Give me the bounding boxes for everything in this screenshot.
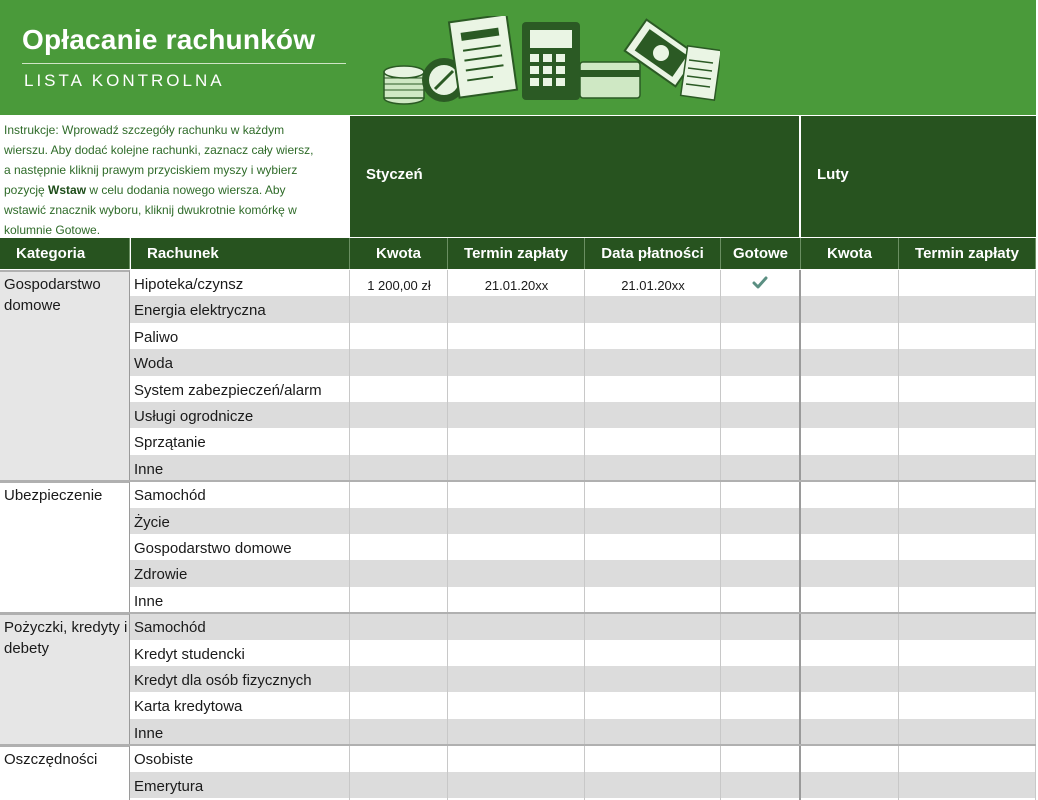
instructions-line: w celu dodania nowego wiersza. Aby xyxy=(86,183,286,197)
bill-name[interactable]: Życie xyxy=(134,514,170,531)
instructions-line: a następnie kliknij prawym przyciskiem myszy i wybierz xyxy=(4,163,298,177)
table-row[interactable] xyxy=(130,349,1036,375)
bill-name[interactable]: Paliwo xyxy=(134,329,179,346)
payment-date-cell[interactable]: 21.01.20xx xyxy=(621,278,685,293)
table-row[interactable] xyxy=(130,692,1036,718)
bill-name[interactable]: Inne xyxy=(134,725,164,742)
bill-name[interactable]: System zabezpieczeń/alarm xyxy=(134,382,322,399)
month-label: Styczeń xyxy=(366,166,423,183)
grid-line xyxy=(1035,270,1036,800)
bill-name[interactable]: Energia elektryczna xyxy=(134,302,266,319)
col-header-gotowe[interactable]: Gotowe xyxy=(721,238,801,269)
table-row[interactable] xyxy=(130,640,1036,666)
invoice-document-icon xyxy=(449,16,517,98)
bill-name[interactable]: Woda xyxy=(134,355,173,372)
col-header-termin-zaplaty-feb[interactable]: Termin zapłaty xyxy=(899,238,1036,269)
table-row[interactable] xyxy=(130,613,1036,639)
grid-line xyxy=(584,270,585,800)
grid-line xyxy=(447,270,448,800)
col-header-rachunek[interactable]: Rachunek xyxy=(131,238,350,269)
instructions-bold-insert: Wstaw xyxy=(48,183,87,197)
category-cell-loans[interactable] xyxy=(0,613,130,745)
instructions-line: kolumnie Gotowe. xyxy=(4,223,101,237)
instructions-line: wstawić znacznik wyboru, kliknij dwukrotnie komórkę w xyxy=(4,203,297,217)
title-divider xyxy=(22,63,346,64)
calculator-icon xyxy=(522,22,580,100)
table-row[interactable] xyxy=(130,402,1036,428)
month-label: Luty xyxy=(817,166,849,183)
table-row[interactable] xyxy=(130,428,1036,454)
bill-name[interactable]: Samochód xyxy=(134,619,206,636)
col-header-kategoria[interactable]: Kategoria xyxy=(0,238,130,269)
category-cell-insurance[interactable] xyxy=(0,481,130,613)
category-label: Pożyczki, kredyty i debety xyxy=(4,619,128,657)
due-date-cell[interactable]: 21.01.20xx xyxy=(484,278,549,293)
instructions-line: pozycję xyxy=(4,183,49,197)
col-header-data-platnosci[interactable]: Data płatności xyxy=(585,238,721,269)
table-row[interactable] xyxy=(130,772,1036,798)
bill-name[interactable]: Inne xyxy=(134,593,164,610)
bill-name[interactable]: Usługi ogrodnicze xyxy=(134,408,254,425)
month-header-february[interactable] xyxy=(801,116,1036,237)
table-row[interactable] xyxy=(130,587,1036,613)
bill-name[interactable]: Zdrowie xyxy=(134,566,188,583)
bill-name[interactable]: Samochód xyxy=(134,487,206,504)
col-header-termin-zaplaty[interactable]: Termin zapłaty xyxy=(448,238,585,269)
category-label: Gospodarstwo domowe xyxy=(4,276,101,314)
receipt-icon xyxy=(681,46,720,100)
coins-icon xyxy=(384,58,466,104)
bill-name[interactable]: Sprzątanie xyxy=(134,434,206,451)
bill-name[interactable]: Kredyt dla osób fizycznych xyxy=(134,672,312,689)
table-row[interactable] xyxy=(130,455,1036,481)
category-label: Oszczędności xyxy=(4,751,98,768)
bill-name[interactable]: Inne xyxy=(134,461,164,478)
credit-card-icon xyxy=(580,62,640,98)
month-header-january[interactable] xyxy=(350,116,799,237)
category-cell-savings[interactable] xyxy=(0,745,130,800)
bill-name[interactable]: Gospodarstwo domowe xyxy=(134,540,292,557)
table-row[interactable] xyxy=(130,481,1036,507)
category-cell-household[interactable] xyxy=(0,270,130,481)
bill-name[interactable]: Karta kredytowa xyxy=(134,698,243,715)
bill-name[interactable]: Hipoteka/czynsz xyxy=(134,276,244,293)
grid-line xyxy=(898,270,899,800)
category-label: Ubezpieczenie xyxy=(4,487,103,504)
checkmark-icon[interactable] xyxy=(752,276,768,290)
table-row[interactable] xyxy=(130,508,1036,534)
grid-line xyxy=(349,270,350,800)
instructions-line: wierszu. Aby dodać kolejne rachunki, zaznacz cały wiersz, xyxy=(4,143,314,157)
col-header-kwota-feb[interactable]: Kwota xyxy=(801,238,899,269)
bills-illustration-icon xyxy=(380,16,720,108)
group-separator xyxy=(0,612,1036,614)
table-row[interactable] xyxy=(130,719,1036,745)
amount-cell[interactable]: 1 200,00 zł xyxy=(367,278,431,293)
group-separator xyxy=(0,744,1036,746)
header-banner xyxy=(0,0,1036,115)
grid-line xyxy=(720,270,721,800)
table-row[interactable] xyxy=(130,560,1036,586)
bill-name[interactable]: Emerytura xyxy=(134,778,204,795)
bill-name[interactable]: Kredyt studencki xyxy=(134,646,245,663)
table-row[interactable] xyxy=(130,323,1036,349)
instructions-text xyxy=(4,120,344,240)
group-separator xyxy=(0,480,1036,482)
page-subtitle: LISTA KONTROLNA xyxy=(24,71,225,90)
bill-name[interactable]: Osobiste xyxy=(134,751,194,768)
instructions-line: Instrukcje: Wprowadź szczegóły rachunku w każdym xyxy=(4,123,285,137)
col-header-kwota[interactable]: Kwota xyxy=(350,238,448,269)
month-divider-line xyxy=(799,270,801,800)
table-row[interactable] xyxy=(130,745,1036,771)
page-title: Opłacanie rachunków xyxy=(22,24,316,55)
